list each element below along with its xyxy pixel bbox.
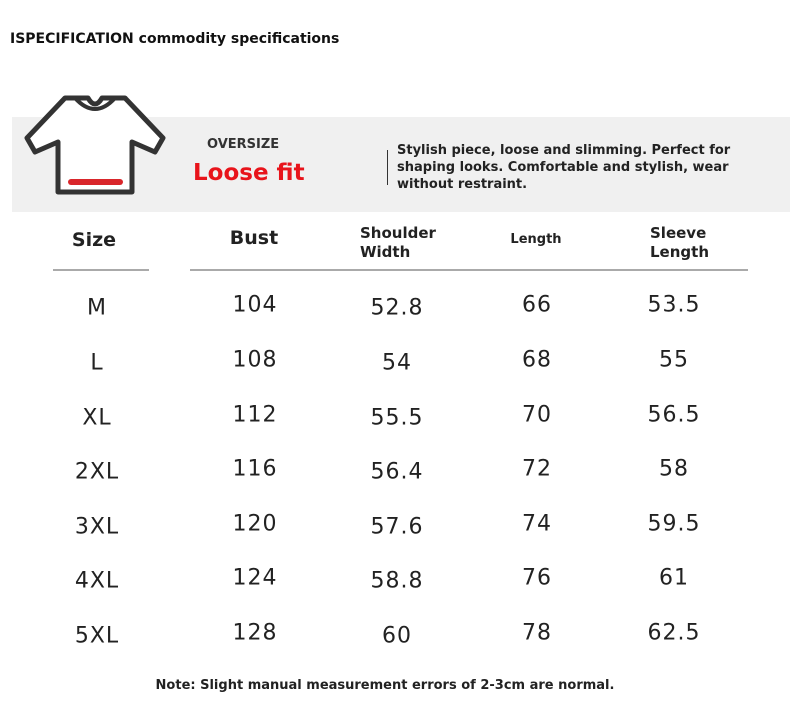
table-cell: 61 [659, 565, 689, 591]
table-cell: 3XL [74, 514, 120, 540]
table-cell: 66 [522, 292, 552, 318]
table-cell: 74 [522, 511, 552, 537]
table-cell: 76 [522, 565, 552, 591]
fit-label: OVERSIZE [207, 137, 280, 152]
table-cell: 128 [232, 620, 278, 646]
table-cell: 78 [522, 620, 552, 646]
table-cell: 104 [232, 292, 278, 318]
table-cell: 52.8 [370, 295, 424, 321]
table-cell: 108 [232, 347, 278, 373]
table-cell: 62.5 [647, 620, 701, 646]
table-cell: 55 [659, 347, 689, 373]
page-title: ISPECIFICATION commodity specifications [10, 31, 340, 47]
table-cell: 56.5 [647, 402, 701, 428]
table-cell: XL [82, 405, 112, 431]
table-cell: 60 [382, 623, 412, 649]
table-cell: 58.8 [370, 568, 424, 594]
table-cell: 53.5 [647, 292, 701, 318]
table-cell: 4XL [74, 568, 120, 594]
header-size: Size [71, 229, 117, 251]
table-cell: 57.6 [370, 514, 424, 540]
table-cell: 120 [232, 511, 278, 537]
header-underline [190, 269, 748, 271]
header-bust: Bust [229, 227, 279, 249]
table-cell: M [87, 295, 107, 321]
table-cell: 2XL [74, 459, 120, 485]
table-cell: 72 [522, 456, 552, 482]
table-cell: 59.5 [647, 511, 701, 537]
header-length: Length [510, 232, 562, 247]
table-cell: 54 [382, 350, 412, 376]
tshirt-icon [20, 92, 170, 202]
header-shoulder-width: Shoulder Width [360, 224, 436, 261]
fit-name: Loose fit [193, 160, 305, 186]
table-cell: 56.4 [370, 459, 424, 485]
table-cell: 112 [232, 402, 278, 428]
table-cell: 5XL [74, 623, 120, 649]
divider [387, 150, 388, 185]
header-underline-size [53, 269, 149, 271]
table-cell: 55.5 [370, 405, 424, 431]
table-cell: 70 [522, 402, 552, 428]
table-cell: L [90, 350, 104, 376]
header-sleeve-length: Sleeve Length [650, 224, 709, 261]
table-cell: 68 [522, 347, 552, 373]
table-cell: 58 [659, 456, 689, 482]
measurement-note: Note: Slight manual measurement errors of 2-3cm are normal. [155, 678, 615, 693]
table-cell: 116 [232, 456, 278, 482]
fit-description: Stylish piece, loose and slimming. Perfect for shaping looks. Comfortable and stylish, wear without restraint. [397, 143, 731, 192]
table-cell: 124 [232, 565, 278, 591]
